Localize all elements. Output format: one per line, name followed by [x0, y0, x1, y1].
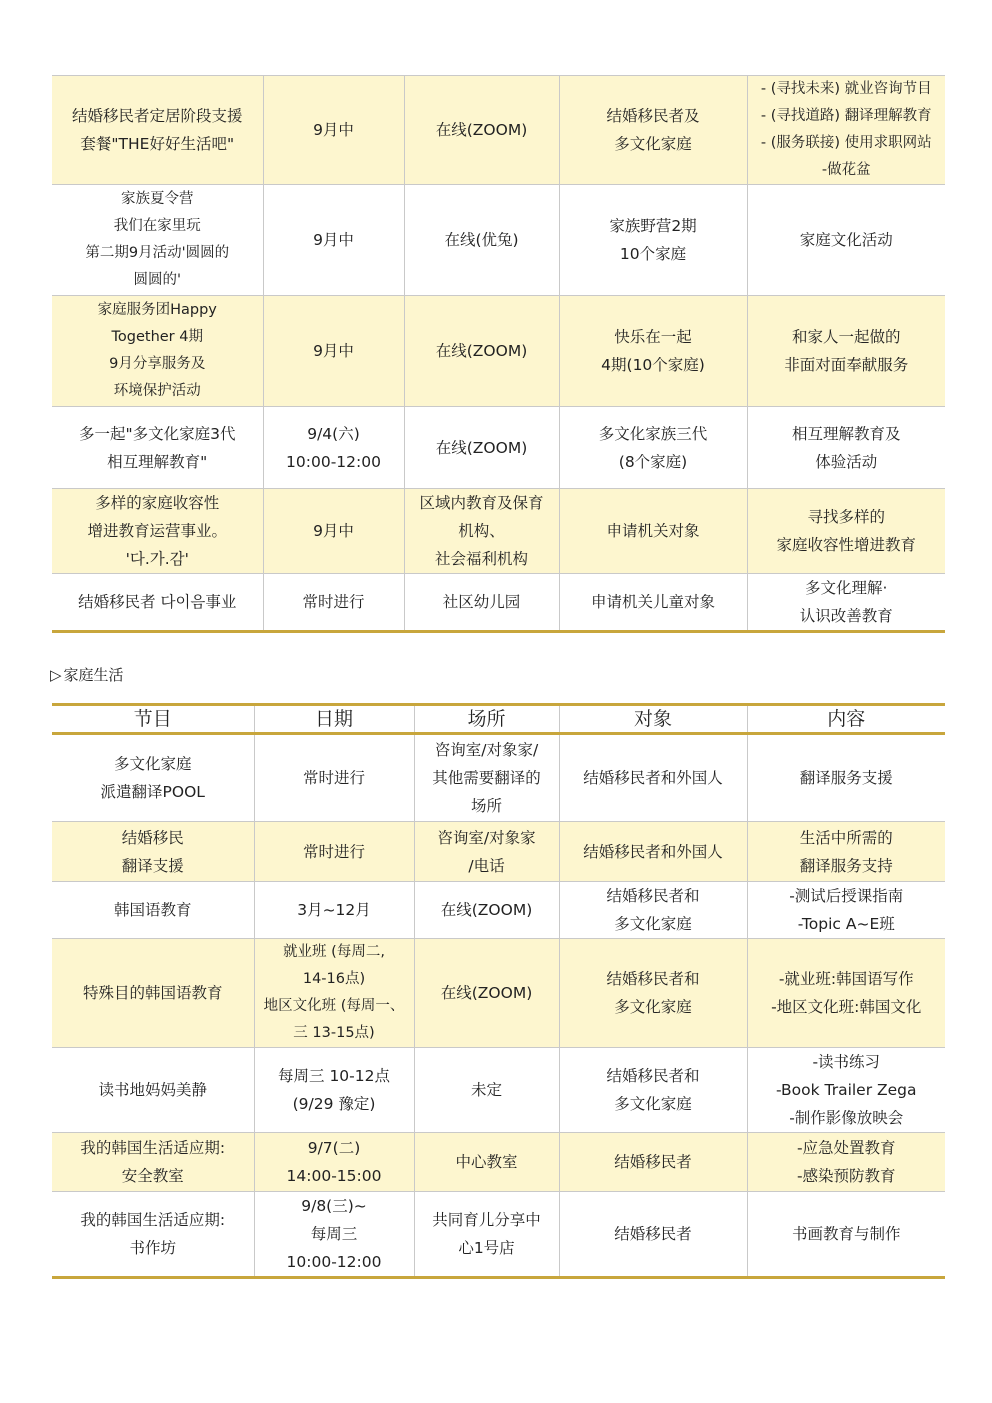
table-row: [52, 574, 945, 632]
family-life-table: [52, 703, 945, 1279]
cell-text: 区域内教育及保育: [419, 494, 544, 512]
cell-text: 未定: [470, 1081, 502, 1099]
cell-text: 认识改善教育: [799, 607, 893, 625]
cell-text: 地区文化班 (每周一、: [263, 998, 405, 1014]
cell-program: [52, 407, 263, 489]
cell-content: [747, 407, 945, 489]
cell-text: 结婚移民者和外国人: [583, 842, 723, 861]
cell-text: 寻找多样的: [807, 508, 885, 526]
cell-text: 家庭收容性增进教育: [776, 536, 916, 554]
table-row: [52, 296, 945, 407]
cell-date: [263, 489, 404, 574]
cell-text: 其他需要翻译的: [432, 769, 541, 787]
cell-text: 咨询室/对象家: [437, 828, 536, 847]
cell-text: 相互理解教育及: [791, 424, 901, 443]
section-title-text: 家庭生活: [63, 666, 124, 684]
cell-text: -测试后授课指南: [789, 887, 904, 905]
cell-text: 结婚移民者: [614, 1153, 692, 1171]
table-row: [52, 76, 945, 185]
cell-text: 常时进行: [302, 769, 365, 787]
cell-program: [52, 734, 254, 822]
cell-place: [414, 734, 559, 822]
cell-text: 家族野营2期: [609, 217, 697, 235]
cell-text: 社会福利机构: [434, 550, 528, 568]
cell-place: [414, 1048, 559, 1133]
cell-text: 翻译支援: [121, 856, 184, 875]
cell-text: 圆圆的': [133, 272, 181, 288]
cell-target: [559, 822, 747, 882]
cell-text: 结婚移民者和: [606, 887, 700, 905]
cell-date: [254, 1133, 414, 1192]
cell-place: [404, 185, 559, 296]
header-content: 内容: [747, 705, 945, 734]
cell-place: [414, 1133, 559, 1192]
cell-text: 申请机关儿童对象: [590, 593, 715, 611]
cell-place: [414, 939, 559, 1048]
cell-text: 生活中所需的: [799, 828, 893, 847]
cell-place: [414, 822, 559, 882]
cell-program: [52, 822, 254, 882]
cell-text: 9月中: [313, 231, 354, 249]
cell-text: Together 4期: [111, 329, 203, 345]
header-target: 对象: [559, 705, 747, 734]
cell-text: - (寻找未来) 就业咨询节目: [760, 81, 932, 97]
cell-text: 9月中: [313, 522, 354, 540]
cell-target: [559, 489, 747, 574]
cell-text: 结婚移民者定居阶段支援: [71, 107, 243, 125]
cell-place: [404, 76, 559, 185]
cell-text: - (寻找道路) 翻译理解教育: [760, 108, 932, 124]
cell-date: [263, 407, 404, 489]
cell-text: 10:00-12:00: [286, 1253, 382, 1271]
cell-text: 共同育儿分享中: [432, 1211, 541, 1229]
cell-program: [52, 1133, 254, 1192]
cell-text: 结婚移民者及: [606, 107, 700, 125]
cell-text: 结婚移民: [121, 828, 184, 847]
table-row: [52, 734, 945, 822]
cell-text: 9月中: [313, 342, 354, 360]
cell-text: (8个家庭): [618, 452, 688, 471]
cell-date: [254, 1192, 414, 1278]
cell-text: 咨询室/对象家/: [434, 741, 539, 759]
cell-place: [404, 296, 559, 407]
cell-text: - (服务联接) 使用求职网站: [760, 135, 932, 151]
cell-content: [747, 734, 945, 822]
cell-text: 结婚移民者和外国人: [583, 769, 723, 787]
cell-text: 结婚移民者 다이음事业: [78, 593, 237, 611]
cell-program: [52, 939, 254, 1048]
cell-text: 体验活动: [815, 452, 878, 471]
cell-text: 我的韩国生活适应期:: [80, 1211, 226, 1229]
cell-text: 增进教育运营事业。: [87, 522, 227, 540]
cell-text: 就业班 (每周二,: [283, 944, 385, 960]
cell-program: [52, 1048, 254, 1133]
cell-text: 结婚移民者和: [606, 970, 700, 988]
cell-target: [559, 882, 747, 939]
cell-text: -感染预防教育: [796, 1167, 896, 1185]
table-row: [52, 185, 945, 296]
cell-program: [52, 882, 254, 939]
cell-text: 多一起"多文化家庭3代: [79, 424, 236, 443]
cell-date: [254, 882, 414, 939]
cell-text: 相互理解教育": [107, 452, 208, 471]
cell-content: [747, 574, 945, 632]
cell-program: [52, 574, 263, 632]
cell-text: 套餐"THE好好生活吧": [80, 135, 235, 153]
cell-date: [254, 734, 414, 822]
cell-text: 10:00-12:00: [286, 452, 381, 471]
cell-date: [254, 939, 414, 1048]
cell-text: 在线(ZOOM): [435, 438, 528, 457]
cell-text: 家族夏令营: [121, 191, 194, 207]
cell-text: 在线(ZOOM): [435, 342, 528, 360]
table-row: [52, 489, 945, 574]
cell-text: 常时进行: [302, 593, 365, 611]
cell-text: 在线(优兔): [444, 231, 519, 249]
cell-program: [52, 1192, 254, 1278]
cell-text: 安全教室: [121, 1167, 184, 1185]
cell-place: [414, 1192, 559, 1278]
cell-place: [404, 574, 559, 632]
cell-date: [263, 296, 404, 407]
table-row: [52, 1133, 945, 1192]
cell-date: [263, 185, 404, 296]
cell-text: 多文化家庭: [614, 998, 692, 1016]
cell-text: 场所: [470, 797, 502, 815]
cell-text: 多文化家族三代: [598, 424, 708, 443]
cell-text: 结婚移民者和: [606, 1067, 700, 1085]
cell-content: [747, 939, 945, 1048]
cell-text: 9/4(六): [307, 424, 360, 443]
cell-text: -读书练习: [812, 1053, 881, 1071]
cell-text: -Book Trailer Zega: [775, 1081, 917, 1099]
cell-target: [559, 185, 747, 296]
cell-target: [559, 1133, 747, 1192]
program-table-1: [52, 75, 945, 633]
table-row: [52, 882, 945, 939]
cell-text: 三 13-15点): [293, 1025, 375, 1041]
table-header-row: [52, 705, 945, 734]
cell-date: [263, 574, 404, 632]
cell-text: -Topic A~E班: [797, 915, 895, 933]
cell-target: [559, 296, 747, 407]
cell-text: 多文化理解·: [805, 579, 888, 597]
cell-text: 每周三: [310, 1225, 358, 1243]
cell-content: [747, 185, 945, 296]
table-row: [52, 1192, 945, 1278]
cell-text: 10个家庭: [619, 245, 687, 263]
table-row: [52, 1048, 945, 1133]
cell-text: 多文化家庭: [614, 1095, 692, 1113]
cell-text: 多文化家庭: [614, 135, 692, 153]
cell-text: 多文化家庭: [113, 755, 192, 773]
table-row: [52, 939, 945, 1048]
cell-text: 非面对面奉献服务: [784, 356, 909, 374]
cell-program: [52, 296, 263, 407]
cell-content: [747, 882, 945, 939]
cell-text: -做花盆: [821, 162, 871, 178]
cell-target: [559, 734, 747, 822]
cell-text: 和家人一起做的: [791, 328, 901, 346]
cell-text: 结婚移民者: [614, 1225, 692, 1243]
table-row: [52, 407, 945, 489]
cell-text: 在线(ZOOM): [440, 901, 533, 919]
triangle-marker-icon: ▷: [50, 666, 62, 684]
cell-target: [559, 1192, 747, 1278]
cell-target: [559, 939, 747, 1048]
cell-target: [559, 574, 747, 632]
cell-text: -制作影像放映会: [789, 1109, 904, 1127]
table-row: [52, 822, 945, 882]
cell-target: [559, 1048, 747, 1133]
cell-text: 在线(ZOOM): [440, 984, 533, 1002]
cell-text: 社区幼儿园: [442, 593, 521, 611]
cell-text: 翻译服务支持: [799, 856, 893, 875]
cell-text: 常时进行: [302, 842, 365, 861]
cell-text: 多文化家庭: [614, 915, 692, 933]
cell-text: 9/8(三)~: [301, 1197, 367, 1215]
cell-program: [52, 76, 263, 185]
cell-content: [747, 1133, 945, 1192]
header-place: 场所: [414, 705, 559, 734]
cell-content: [747, 1192, 945, 1278]
cell-program: [52, 489, 263, 574]
cell-text: 我们在家里玩: [113, 218, 201, 234]
cell-text: 在线(ZOOM): [435, 121, 528, 139]
cell-text: 9/7(二): [307, 1139, 361, 1157]
cell-text: 4期(10个家庭): [601, 356, 705, 374]
cell-text: 心1号店: [458, 1239, 515, 1257]
section-title: [50, 664, 124, 686]
cell-text: 第二期9月活动'圆圆的: [85, 245, 230, 261]
cell-content: [747, 296, 945, 407]
cell-target: [559, 407, 747, 489]
cell-place: [414, 882, 559, 939]
cell-text: 特殊目的韩国语教育: [82, 984, 223, 1002]
cell-text: -地区文化班:韩国文化: [771, 998, 922, 1016]
cell-text: 家庭文化活动: [799, 231, 893, 249]
cell-place: [404, 407, 559, 489]
cell-date: [254, 822, 414, 882]
cell-text: /电话: [468, 856, 505, 875]
cell-text: 我的韩国生活适应期:: [80, 1139, 226, 1157]
cell-text: 机构、: [458, 522, 505, 540]
cell-text: 14-16点): [302, 971, 366, 987]
cell-program: [52, 185, 263, 296]
cell-date: [254, 1048, 414, 1133]
cell-place: [404, 489, 559, 574]
cell-text: 14:00-15:00: [286, 1167, 382, 1185]
cell-target: [559, 76, 747, 185]
cell-text: 申请机关对象: [606, 522, 700, 540]
cell-text: 书画教育与制作: [791, 1225, 901, 1243]
cell-text: 每周三 10-12点: [278, 1067, 390, 1085]
cell-text: 派遣翻译POOL: [100, 783, 205, 801]
cell-text: 读书地妈妈美静: [98, 1081, 207, 1099]
cell-text: '다.가.감': [125, 550, 189, 568]
cell-text: 快乐在一起: [614, 328, 692, 346]
cell-text: 家庭服务团Happy: [97, 302, 217, 318]
cell-text: 多样的家庭收容性: [95, 494, 220, 512]
cell-text: 翻译服务支援: [799, 769, 893, 787]
cell-content: [747, 489, 945, 574]
cell-text: (9/29 豫定): [292, 1095, 376, 1113]
cell-content: [747, 76, 945, 185]
cell-text: -应急处置教育: [796, 1139, 896, 1157]
cell-text: 9月中: [313, 121, 354, 139]
cell-text: 书作坊: [129, 1239, 176, 1257]
header-date: 日期: [254, 705, 414, 734]
header-program: 节目: [52, 705, 254, 734]
cell-text: 环境保护活动: [113, 383, 201, 399]
cell-text: 3月~12月: [297, 901, 371, 919]
cell-date: [263, 76, 404, 185]
cell-text: 9月分享服务及: [109, 356, 206, 372]
cell-content: [747, 1048, 945, 1133]
cell-text: -就业班:韩国语写作: [778, 970, 914, 988]
cell-text: 中心教室: [455, 1153, 518, 1171]
cell-text: 韩国语教育: [113, 901, 192, 919]
cell-content: [747, 822, 945, 882]
